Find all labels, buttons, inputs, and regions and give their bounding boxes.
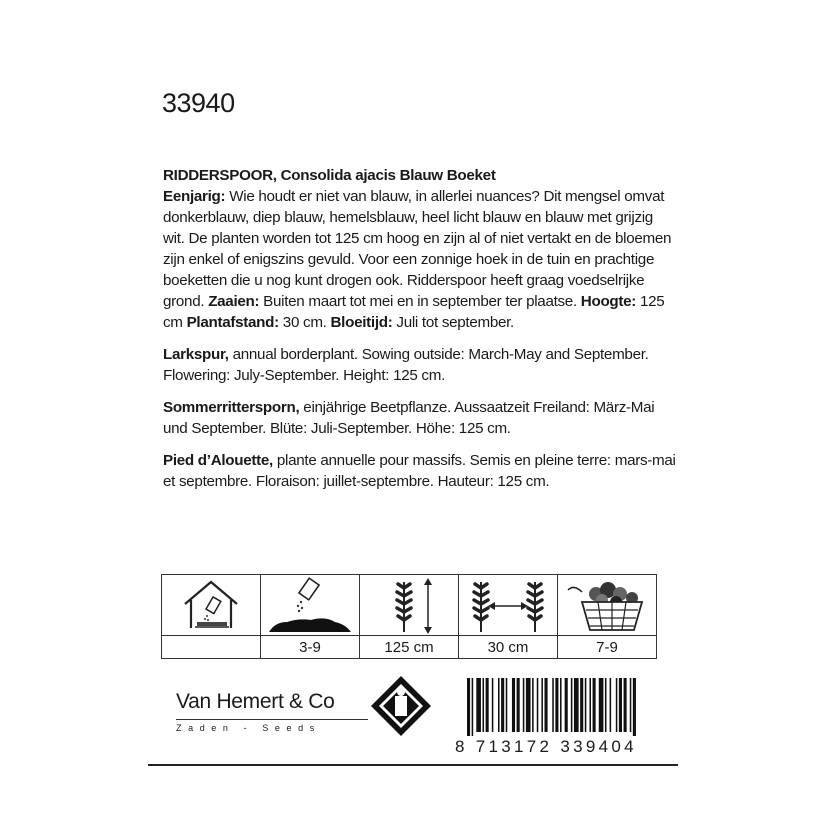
icon-value: 3-9 xyxy=(261,636,360,659)
type-label: Eenjarig: xyxy=(163,188,226,205)
outdoor-sowing-cell xyxy=(261,575,360,636)
barcode-bar xyxy=(523,678,525,732)
barcode-number: 8 713172 339404 xyxy=(455,737,637,756)
french-name: Pied d’Alouette, xyxy=(163,452,273,469)
barcode-bar xyxy=(545,678,548,732)
icon-value xyxy=(162,636,261,659)
spacing-value: 30 cm. xyxy=(278,314,331,331)
barcode-bar xyxy=(532,678,534,732)
brand-name: Van Hemert & Co xyxy=(176,690,335,713)
barcode-bar xyxy=(610,678,612,732)
icon-value: 30 cm xyxy=(459,636,558,659)
bottom-rule xyxy=(148,764,678,766)
icon-value: 7-9 xyxy=(558,636,657,659)
barcode-bar xyxy=(616,678,618,732)
plant-height-icon xyxy=(374,576,444,634)
barcode-bar xyxy=(589,678,591,732)
barcode-bar xyxy=(467,678,470,736)
barcode-bar xyxy=(537,678,539,732)
barcode-bar xyxy=(599,678,604,732)
barcode-bar xyxy=(593,678,596,732)
barcode-bar xyxy=(560,678,562,732)
french-description xyxy=(163,450,678,492)
outdoor-sowing-icon xyxy=(265,576,355,634)
barcode-bar xyxy=(501,678,504,732)
barcode-bar xyxy=(633,678,636,736)
bloom-label: Bloeitijd: xyxy=(330,314,393,331)
german-name: Sommerrittersporn, xyxy=(163,399,300,416)
plant-height-cell xyxy=(360,575,459,636)
description-block xyxy=(163,165,678,503)
barcode-bar xyxy=(506,678,508,732)
height-label: Hoogte: xyxy=(580,293,637,310)
brand-emblem-icon xyxy=(369,674,433,738)
cultivation-icons-table xyxy=(161,574,657,659)
brand-tagline: Zaden - Seeds xyxy=(176,723,321,733)
barcode-bar xyxy=(498,678,500,732)
english-name: Larkspur, xyxy=(163,346,229,363)
dutch-description xyxy=(163,165,678,333)
barcode-bar xyxy=(512,678,515,732)
plant-spacing-icon xyxy=(463,576,553,634)
plant-spacing-cell xyxy=(459,575,558,636)
french-text: plante annuelle pour massifs. Semis en pleine terre: mars-mai et septembre. Floraison: juillet-septembre. Hauteur: 125 cm. xyxy=(163,452,676,490)
barcode-bar xyxy=(472,678,474,736)
bloom-value: Juli tot september. xyxy=(392,314,514,331)
spacing-label: Plantafstand: xyxy=(186,314,279,331)
barcode xyxy=(465,678,677,736)
german-description xyxy=(163,397,678,439)
barcode-bar xyxy=(630,678,632,732)
brand-divider xyxy=(176,719,368,720)
barcode-bar xyxy=(574,678,579,732)
barcode-bar xyxy=(552,678,554,732)
barcode-bar xyxy=(605,678,607,732)
icon-value: 125 cm xyxy=(360,636,459,659)
barcode-bar xyxy=(624,678,627,732)
english-description xyxy=(163,344,678,386)
height-value: 125 cm xyxy=(163,293,665,331)
greenhouse-sowing-cell xyxy=(162,575,261,636)
barcode-bar xyxy=(486,678,489,732)
harvest-basket-cell xyxy=(558,575,657,636)
sow-value: Buiten maart tot mei en in september ter plaatse. xyxy=(259,293,581,310)
barcode-bar xyxy=(526,678,531,732)
english-text: annual borderplant. Sowing outside: March-May and September. Flowering: July-September. Height: 125 cm. xyxy=(163,346,649,384)
barcode-bar xyxy=(580,678,583,732)
barcode-bar xyxy=(555,678,558,732)
barcode-bar xyxy=(476,678,481,732)
product-title: RIDDERSPOOR, Consolida ajacis Blauw Boeket xyxy=(163,167,496,184)
product-code: 33940 xyxy=(162,88,235,118)
barcode-bar xyxy=(541,678,543,732)
harvest-basket-icon xyxy=(562,576,652,634)
barcode-bar xyxy=(619,678,622,732)
barcode-bar xyxy=(585,678,587,732)
dutch-text: Wie houdt er niet van blauw, in allerlei nuances? Dit mengsel omvat donkerblauw, diep blauw, hemelsblauw, heel licht blauw en blauw met grijzig wit. De planten worden tot 125 cm hoog en zijn al of niet vertakt en de bloemen zijn enkel of enigszins gevuld. Voor een zonnige hoek in de tuin en prachtige boeketten die u nog kunt drogen ook. Ridderspoor heeft graag voedselrijke grond. xyxy=(163,188,672,310)
barcode-bar xyxy=(483,678,485,732)
barcode-bar xyxy=(492,678,494,732)
barcode-bar xyxy=(571,678,573,732)
barcode-bar xyxy=(517,678,520,732)
sow-label: Zaaien: xyxy=(208,293,260,310)
greenhouse-sowing-icon xyxy=(171,576,251,634)
german-text: einjährige Beetpflanze. Aussaatzeit Freiland: März-Mai und September. Blüte: Juli-September. Höhe: 125 cm. xyxy=(163,399,655,437)
barcode-bar xyxy=(565,678,568,732)
